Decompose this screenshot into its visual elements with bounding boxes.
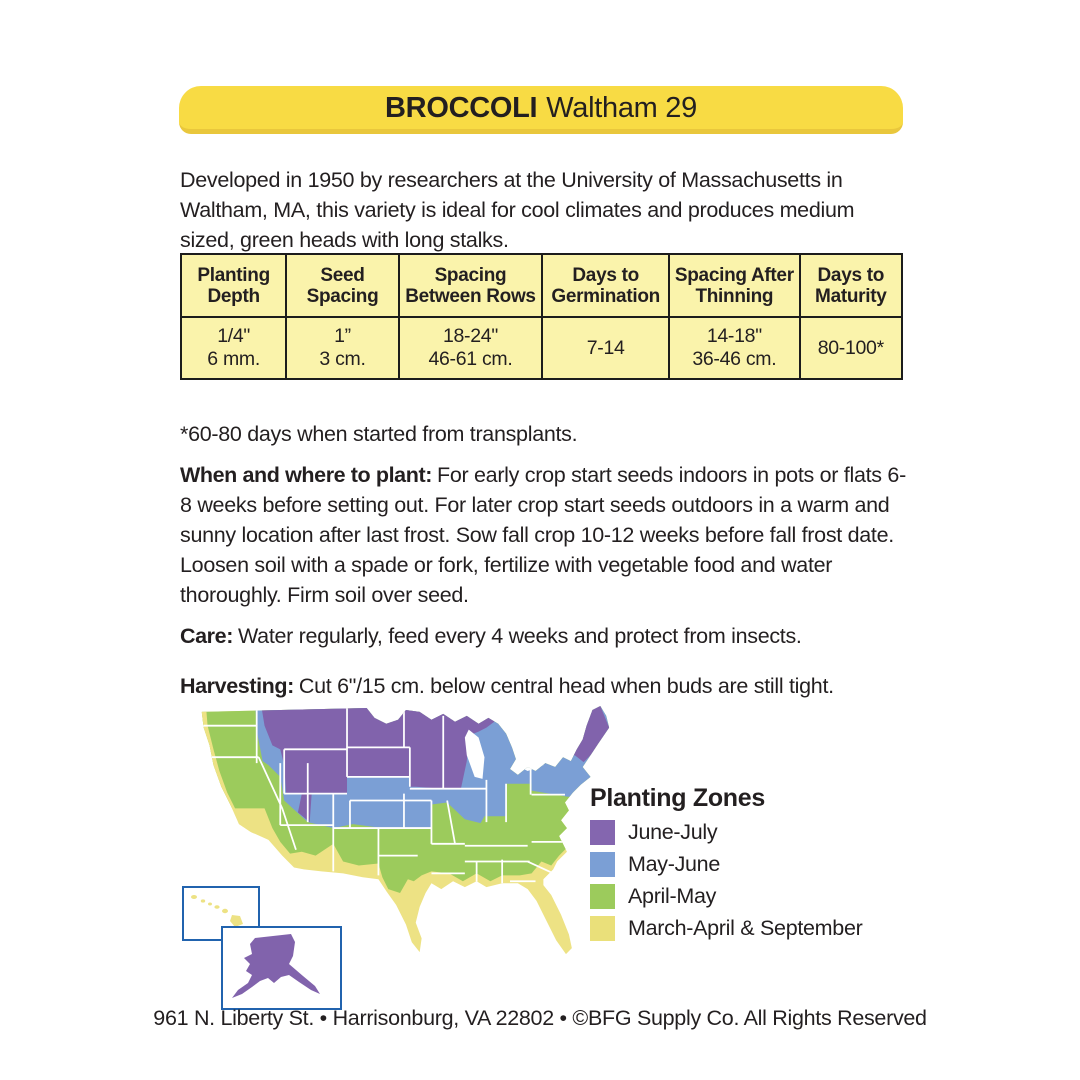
care-section (180, 621, 910, 651)
alaska-inset-box (221, 926, 342, 1010)
value-days-to-maturity: 80-100* (800, 317, 902, 379)
care-text: Water regularly, feed every 4 weeks and protect from insects. (237, 623, 802, 648)
zone-june-july-new-england (565, 706, 609, 762)
publisher-address-footer: 961 N. Liberty St. • Harrisonburg, VA 22802 • ©BFG Supply Co. All Rights Reserved (153, 1006, 927, 1030)
june-july-swatch (590, 820, 615, 845)
harvesting-text: Cut 6"/15 cm. below central head when buds are still tight. (298, 673, 834, 698)
lake-ontario (551, 749, 573, 759)
when-where-text: For early crop start seeds indoors in pots or flats 6-8 weeks before setting out. For later crop start seeds outdoors in a warm and sunny location after last frost. Sow fall crop 10-12 weeks before fall frost date. Loosen soil with a spade or fork, fertilize with vegetable food and water thoroughly. Firm soil over seed. (180, 462, 906, 607)
legend-label: June-July (628, 820, 718, 844)
value-spacing-between-rows: 18-24" 46-61 cm. (399, 317, 542, 379)
planting-zones-legend (590, 784, 862, 941)
value-spacing-after-thinning: 14-18" 36-46 cm. (669, 317, 800, 379)
legend-row-march-april-september (590, 916, 862, 941)
col-header-spacing-after-thinning: Spacing After Thinning (669, 254, 800, 317)
alaska-zone-june-july (232, 934, 320, 998)
col-header-days-to-germination: Days to Germination (542, 254, 669, 317)
april-may-swatch (590, 884, 615, 909)
page-title (179, 86, 903, 131)
legend-title: Planting Zones (590, 784, 765, 812)
col-header-days-to-maturity: Days to Maturity (800, 254, 902, 317)
may-june-swatch (590, 852, 615, 877)
harvesting-section (180, 671, 910, 701)
hawaii-island-shapes (191, 895, 243, 927)
planting-spec-table (180, 253, 903, 380)
alaska-shape-svg (223, 928, 335, 1003)
march-april-september-swatch (590, 916, 615, 941)
table-value-row (181, 317, 902, 379)
col-header-seed-spacing: Seed Spacing (286, 254, 398, 317)
value-days-to-germination: 7-14 (542, 317, 669, 379)
when-where-section (180, 460, 910, 610)
legend-row-may-june (590, 852, 862, 877)
col-header-spacing-between-rows: Spacing Between Rows (399, 254, 542, 317)
legend-row-april-may (590, 884, 862, 909)
care-label: Care: (180, 623, 233, 648)
col-header-planting-depth: Planting Depth (181, 254, 286, 317)
variety-name: Waltham 29 (546, 92, 697, 124)
legend-label: March-April & September (628, 916, 863, 940)
legend-label: April-May (628, 884, 717, 908)
title-band (179, 86, 903, 134)
variety-type: BROCCOLI (385, 92, 538, 124)
description-paragraph: Developed in 1950 by researchers at the University of Massachusetts in Waltham, MA, this variety is ideal for cool climates and produces medium sized, green heads with long stalks. (180, 167, 855, 252)
maturity-footnote: *60-80 days when started from transplants. (180, 421, 578, 446)
when-where-label: When and where to plant: (180, 462, 432, 487)
legend-label: May-June (628, 852, 720, 876)
value-seed-spacing: 1” 3 cm. (286, 317, 398, 379)
table-header-row (181, 254, 902, 317)
harvesting-label: Harvesting: (180, 673, 294, 698)
legend-row-june-july (590, 820, 862, 845)
value-planting-depth: 1/4" 6 mm. (181, 317, 286, 379)
